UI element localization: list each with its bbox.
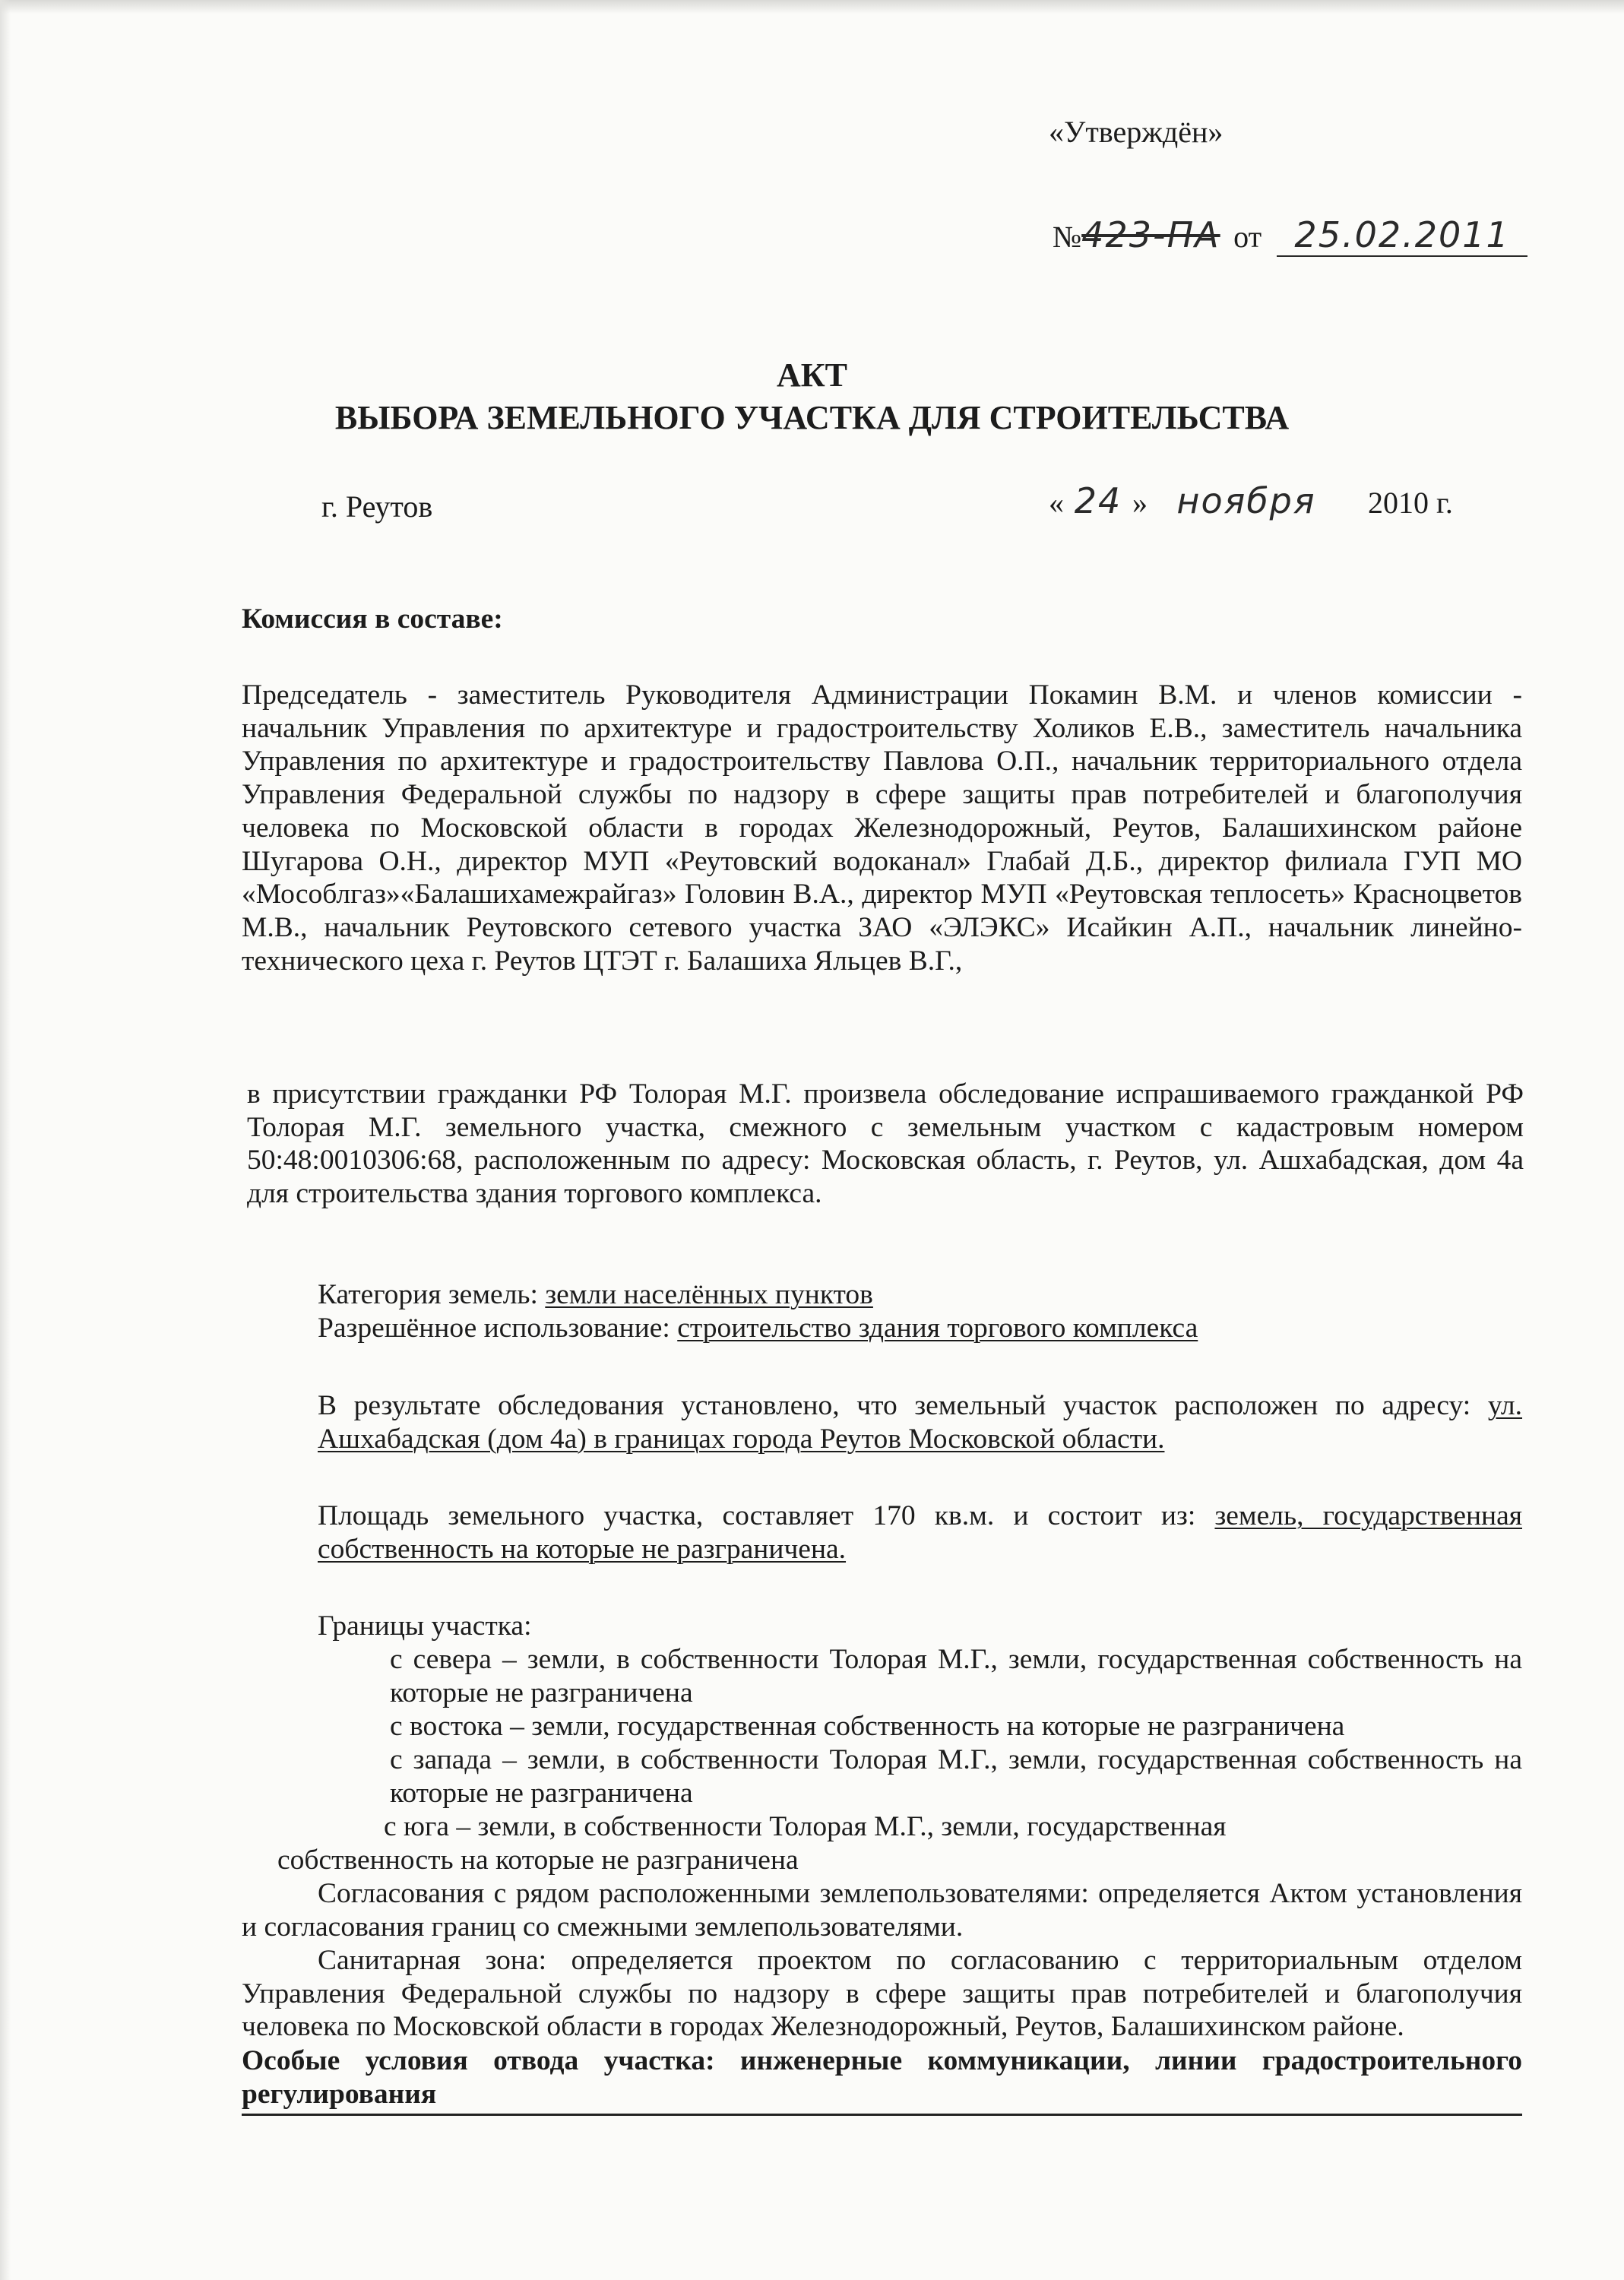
handwritten-order-number: 423-ПА	[1081, 214, 1220, 255]
survey-result	[318, 1389, 1522, 1455]
permitted-use-label: Разрешённое использование:	[318, 1313, 670, 1344]
plot-area-text: Площадь земельного участка, составляет 170 кв.м. и состоит из:	[318, 1500, 1196, 1531]
scan-edge	[0, 0, 1624, 14]
bottom-rule	[242, 2114, 1522, 2116]
plot-area-value: земель, государственная собственность на которые не разграничена.	[318, 1500, 1522, 1565]
scan-edge	[0, 0, 11, 2280]
plot-address: ул. Ашхабадская (дом 4а) в границах города Реутов Московской области.	[318, 1390, 1523, 1455]
boundary-east: с востока – земли, государственная собственность на которые не разграничена	[390, 1711, 1345, 1742]
act-date	[1049, 480, 1453, 521]
sanitary-zone: Санитарная зона: определяется проектом по согласованию с территориальным отделом Управления Федеральной службы по надзору в сфере защиты прав потребителей и благополучия человека по Московской области в городах Железнодорожный, Реутов, Балашихинском районе.	[242, 1945, 1522, 2043]
boundary-west: с запада – земли, в собственности Толорая М.Г., земли, государственная собственность на которые не разграничена	[390, 1744, 1522, 1809]
handwritten-month: ноября	[1176, 480, 1316, 521]
boundary-south: с юга – земли, в собственности Толорая М.Г., земли, государственная	[384, 1811, 1227, 1842]
document-title: АКТ	[776, 356, 848, 394]
document-subtitle: ВЫБОРА ЗЕМЕЛЬНОГО УЧАСТКА ДЛЯ СТРОИТЕЛЬСТВА	[334, 399, 1290, 436]
permitted-use-row	[318, 1312, 1198, 1344]
permitted-use-value: строительство здания торгового комплекса	[677, 1313, 1198, 1344]
act-year: 2010 г.	[1368, 486, 1453, 520]
quote-open: «	[1049, 486, 1064, 520]
land-category-row	[318, 1278, 873, 1311]
special-conditions: Особые условия отвода участка: инженерные коммуникации, линии градостроительного регулирования	[242, 2045, 1522, 2110]
survey-result-text: В результате обследования установлено, что земельный участок расположен по адресу:	[318, 1390, 1471, 1421]
inspection-paragraph: в присутствии гражданки РФ Толорая М.Г. произвела обследование испрашиваемого гражданкой РФ Толорая М.Г. земельного участка, смежного с земельным участком с кадастровым номером 50:48:0010306:68, расположенным по адресу: Московская область, г. Реутов, ул. Ашхабадская, дом 4а для строительства здания торгового комплекса.	[247, 1078, 1524, 1210]
city: г. Реутов	[321, 489, 433, 524]
handwritten-approval-date: 25.02.2011	[1277, 214, 1527, 257]
commission-members: Председатель - заместитель Руководителя Администрации Покамин В.М. и членов комиссии - начальник Управления по архитектуре и градостроительству Холиков Е.В., заместитель начальника Управления по архитектуре и градостроительству Павлова О.П., начальник территориального отдела Управления Федеральной службы по надзору в сфере защиты прав потребителей и благополучия человека по Московской области в городах Железнодорожный, Реутов, Балашихинском районе Шугарова О.Н., директор МУП «Реутовский водоканал» Глабай Д.Б., директор филиала ГУП МО «Мособлгаз»«Балашихамежрайгаз» Головин В.А., директор МУП «Реутовская теплосеть» Красноцветов М.В., начальник Реутовского сетевого участка ЗАО «ЭЛЭКС» Исайкин А.П., начальник линейно-технического цеха г. Реутов ЦТЭТ г. Балашиха Яльцев В.Г.,	[242, 679, 1522, 977]
land-category-value: земли населённых пунктов	[545, 1279, 873, 1310]
land-category-label: Категория земель:	[318, 1279, 538, 1310]
boundaries-heading: Границы участка:	[318, 1610, 532, 1642]
number-sign: №	[1053, 220, 1082, 254]
quote-close: »	[1132, 486, 1148, 520]
commission-heading: Комиссия в составе:	[242, 603, 503, 635]
approval-stamp-text: «Утверждён»	[1049, 115, 1224, 149]
boundary-north: с севера – земли, в собственности Толорая М.Г., земли, государственная собственность на которые не разграничена	[390, 1644, 1522, 1708]
approval-number-line	[1053, 214, 1527, 257]
from-word: от	[1233, 220, 1262, 254]
handwritten-day: 24	[1074, 480, 1122, 521]
plot-area	[318, 1499, 1522, 1566]
boundary-south-continued: собственность на которые не разграничена	[277, 1845, 799, 1876]
neighbour-agreements: Согласования с рядом расположенными землепользователями: определяется Актом установления и согласования границ со смежными землепользователями.	[242, 1878, 1522, 1943]
